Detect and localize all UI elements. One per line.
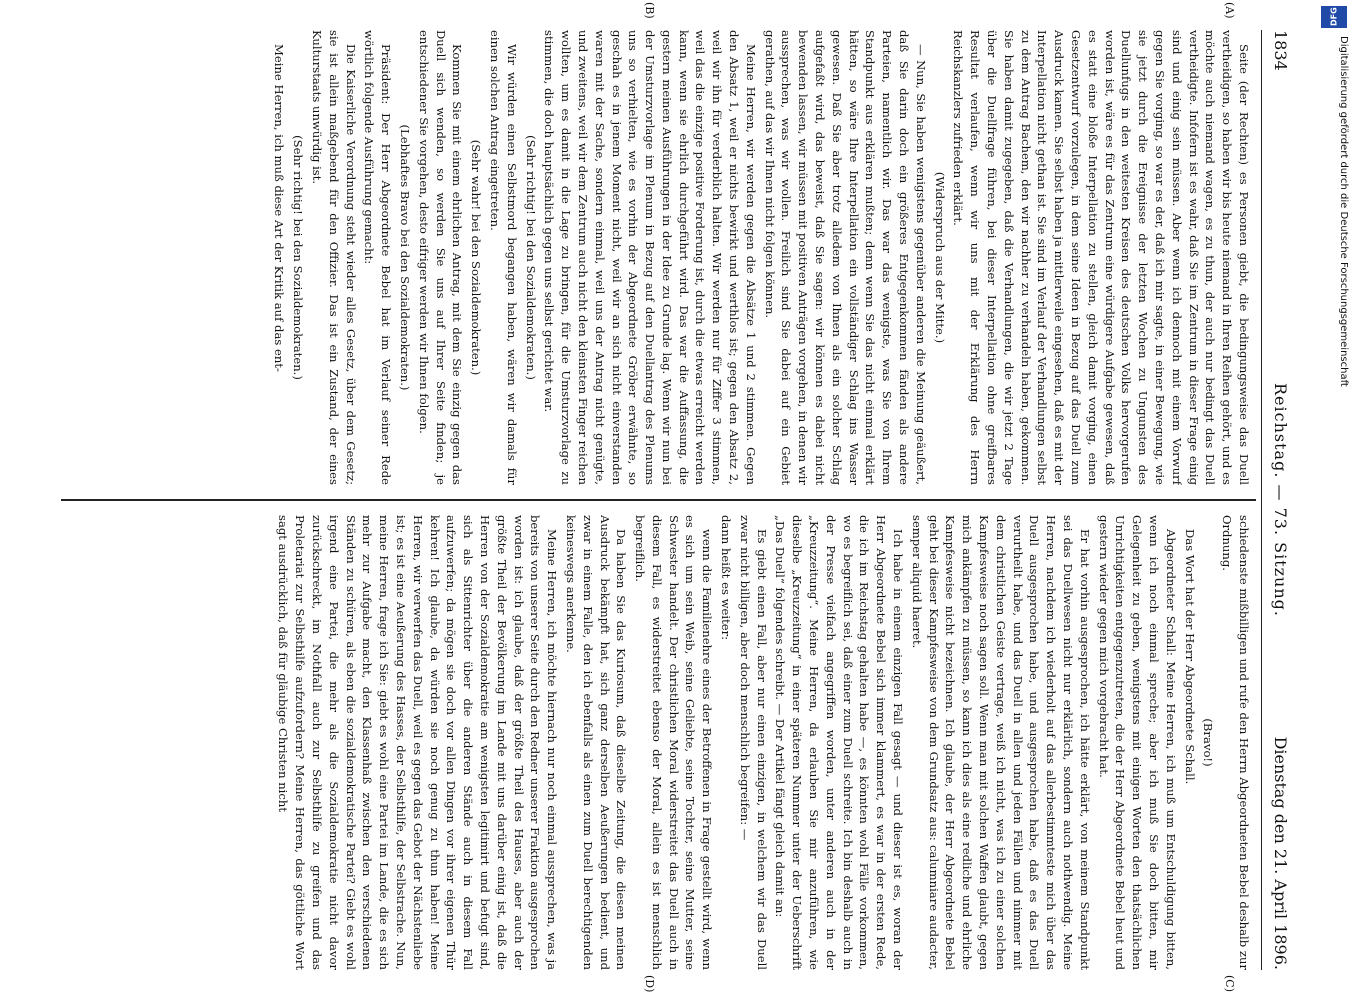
margin-mark-d: (D) [643,975,656,993]
paragraph: Meine Herren, wir werden gegen die Absätze 1 und 2 stimmen. Gegen den Absatz 1, weil er nichts bewirkt und werthlos ist; gegen den Absatz 2, weil wir ihn für verderblich halten. Wir werden nur für Ziffer 3 stimmen, weil das die einzige positive Forderung ist, durch die etwas erreicht werden kann, wenn sie ehrlich durchgeführt wird. Das war die Auffassung, die gestern meinen Ausführungen in der Idee zu Grunde lag. Wenn wir nun bei der Umsturzvorlage im Plenum in Bezug auf den Duellantrag des Plenums uns so verhielten, wie es vorhin der Abgeordnete Gröber erwähnte, so geschah es in jenem Moment nicht, weil wir an sich nicht einverstanden waren mit der Sache, sondern einmal, weil uns der Antrag nicht genügte, und zweitens, weil wir dem Zentrum auch nicht den kleinsten Finger reichen wollten, um es damit in die Lage zu bringen, für die Umsturzvorlage zu stimmen, die doch hauptsächlich gegen uns selbst gerichtet war. [542,30,758,485]
paragraph: Meine Herren, ich möchte hiernach nur noch einmal aussprechen, was ja bereits von unserer Seite durch den Redner unserer Fraktion ausgesprochen worden ist: ich glaube, daß der größte Theil des Hauses, aber auch der größte Theil der Bevölkerung im Lande mit uns darüber einig ist, daß die Herren von der Sozialdemokratie am wenigsten legitimirt und befugt sind, sich als Sittenrichter über die anderen Stände auch in diesem Fall aufzuwerfen; da mögen sie doch vor allen Dingen vor ihrer eigenen Thür kehren! Ich glaube, da würden sie noch genug zu thun haben! Meine Herren, wir verwerfen das Duell, weil es gegen das Gebot der Nächstenliebe ist; es ist eine Aeußerung des Hasses, der Selbsthilfe, der Selbstrache. Nun, meine Herren, frage ich Sie: giebt es wohl eine Partei im Lande, die es sich mehr zur Aufgabe macht, den Klassenhaß zwischen den verschiedenen Ständen zu schüren, als eben die sozialdemokratische Partei? Giebt es wohl irgend eine Partei, die mehr als die Sozialdemokratie nicht davor zurückschreckt, im Nothfall auch zur Selbsthilfe zu greifen und das Proletariat zur Selbsthilfe aufzufordern? Meine Herren, das göttliche Wort sagt ausdrücklich, daß für gläubige Christen nicht [276,515,560,970]
paragraph: Präsident: Der Herr Abgeordnete Bebel hat im Verlauf seiner Rede wörtlich folgende Ausführung gemacht: [362,30,394,485]
page-header [1262,30,1296,970]
interjection: (Sehr richtig! bei den Sozialdemokraten.) [523,135,538,380]
interjection: (Widerspruch aus der Mitte.) [932,171,947,344]
paragraph: Wir würden einen Selbstmord begangen haben, wären wir damals für einen solchen Antrag eingetreten. [487,30,519,485]
left-column [62,30,1252,485]
interjection: (Sehr richtig! bei den Sozialdemokraten.) [291,135,306,380]
page-number: 1834 [1271,30,1290,71]
paragraph: Er hat vorhin ausgesprochen, ich hätte erklärt, von meinem Standpunkt sei das Duellwesen nicht nur erklärlich, sondern auch nothwendig. Meine Herren, nachdem ich wiederholt auf das allerbestimmteste mich über das Duell ausgesprochen habe, und ausgesprochen habe, daß es das Duell verurtheilt habe, und das Duell in allen und jeden Fällen und nimmer mit dem christlichen Geiste vertrage, weiß ich nicht, was ich zu einer solchen Kampfesweise noch sagen soll. Wenn man mit solchen Waffen glaubt, gegen mich ankämpfen zu müssen, so kann ich dies als eine redliche und ehrliche Kampfesweise nicht bezeichnen. Ich glaube, der Herr Abgeordnete Bebel geht bei dieser Kampfesweise von dem Grundsatz aus: calumniare audacter, semper aliquid haeret. [909,515,1092,970]
interjection: (Lebhaftes Bravo bei den Sozialdemokraten.) [397,124,412,391]
margin-mark-b: (B) [643,2,656,19]
quotation: wenn die Familienehre eines der Betroffenen in Frage gestellt wird, wenn es sich um sein Weib, seine Geliebte, seine Tochter, seine Mutter, seine Schwester handelt. Der christlichen Moral widerstreitet das Duell auch in diesem Fall, es widerstreitet ebenso der Moral, allein es ist menschlich begreiflich. [633,515,715,970]
right-column [62,515,1252,970]
quotation: Die Kaiserliche Verordnung steht wieder alles Gesetz, über dem Gesetz; sie ist allein maßgebend für den Offizier. Das ist ein Zustand, der eines Kulturstaats unwürdig ist. [309,30,358,485]
column-divider [61,499,1256,501]
session-title: Reichstag. — 73. Sitzung. [1271,383,1290,617]
paragraph: — Nun, Sie haben wenigstens gegenüber anderen die Meinung geäußert, daß Sie darin doch ein größeres Entgegenkommen fänden als andere Parteien, namentlich wir. Das war das wenigste, was Sie von Ihrem Standpunkt aus erklären mußten; denn wenn Sie das nicht einmal erklärt hätten, so wäre Ihre Interpellation ein vollständiger Schlag ins Wasser gewesen. Daß Sie aber trotz alledem von Ihnen als ein solcher Schlag aufgefaßt wird, das beweist, daß Sie sagen: wir können es dabei nicht bewenden lassen, wir müssen mit positiven Anträgen vorgehen, in denen wir aussprechen, was wir wollen. Freilich sind Sie dabei auf ein Gebiet gerathen, auf das wir Ihnen nicht folgen können. [762,30,928,485]
paragraph: Da haben Sie das Kuriosum, daß dieselbe Zeitung, die diesen meinen Ausdruck bekämpft hat, sich ganz derselben Aeußerungen bedient, und zwar in einem Falle, den ich ebenfalls als einen zum Duell berechtigenden keineswegs anerkenne. [563,515,629,970]
header-rule [1261,30,1262,970]
paragraph: schiedenste mißbilligen und rufe den Herrn Abgeordneten Bebel deshalb zur Ordnung. [1220,515,1251,970]
paragraph: Ich habe in einem einzigen Fall gesagt — und dieser ist es, woran der Herr Abgeordnete Bebel sich immer klammert, es war in der ersten Rede, die ich im Reichstag gehalten habe —, es könnten wohl Fälle vorkommen, wo es begreiflich sei, daß einer zum Duell schreite. Ich bin deshalb auch in der Presse vielfach angegriffen worden, unter anderen auch in der „Kreuzzeitung“. Meine Herren, da erlauben Sie mir anzuführen, wie dieselbe „Kreuzzeitung“ in einer späteren Nummer unter der Ueberschrift „Das Duell“ folgendes schreibt. — Der Artikel fängt gleich damit an: [773,515,906,970]
quotation: Es giebt einen Fall, aber nur einen einzigen, in welchem wir das Duell zwar nicht billigen, aber doch menschlich begreifen: — [737,515,769,970]
digitization-credit: Digitalisierung gefördert durch die Deutsche Forschungsgemeinschaft [1338,36,1349,387]
newspaper-page [56,2,1296,993]
interjection: (Bravo!) [1201,718,1216,767]
margin-mark-c: (C) [1223,975,1236,992]
paragraph: Meine Herren, ich muß diese Art der Kritik auf das ent- [272,44,287,372]
paragraph: dann heißt es weiter: [719,515,734,641]
paragraph: Seite (der Rechten) es Personen giebt, die bedingungsweise das Duell vertheidigen, so haben wir bis heute niemand in Ihren Reihen gehört, und es möchte auch niemand wagen, es zu thun, der auch nur bedingt das Duell vertheidigte. Infofern ist es wahr, daß Sie im Zentrum in dieser Frage einig sind und einig sein müssen. Aber wenn ich dennoch mit einem Vorwurf gegen Sie vorging, so war es der, daß ich mir sagte, in einer Bewegung, wie sie jetzt durch die Ereignisse der letzten Wochen zu Ungunsten des Duellunfugs in den weitesten Kreisen des deutschen Volks hervorgerufen worden ist, wäre es für das Zentrum eine würdigere Aufgabe gewesen, daß es statt eine bloße Interpellation zu stellen, gleich damit vorging, einen Gesetzentwurf vorzulegen, in dem seine Ideen in Bezug auf das Duell zum Ausdruck kamen. Sie selbst haben ja mittlerweile eingesehen, daß es mit der Interpellation nicht gethan ist. Sie sind im Verlauf der Verhandlungen selbst zu dem Antrag Bachem, den wir nachher zu verhandeln haben, gekommen. Sie haben damit zugegeben, daß die Verhandlungen, die wir jetzt 2 Tage über die Duellfrage führen, bei dieser Interpellation ohne greifbares Resultat verlaufen, wenn wir uns mit der Erklärung des Herrn Reichskanzlers zufrieden erklärt. [951,30,1251,485]
paragraph: Kommen Sie mit einem ehrlichen Antrag, mit dem Sie einzig gegen das Duell sich wenden, so werden Sie uns auf Ihrer Seite finden; je entschiedener Sie vorgehen, desto eifriger werden wir Ihnen folgen. [416,30,465,485]
interjection: (Sehr wahr! bei den Sozialdemokraten.) [469,139,484,376]
dfg-logo: DFG [1321,6,1347,28]
paragraph: Das Wort hat der Herr Abgeordnete Schall. [1182,529,1197,785]
paragraph: Abgeordneter Schall: Meine Herren, ich muß um Entschuldigung bitten, wenn ich noch einmal spreche; aber ich muß Sie doch bitten, mir Gelegenheit zu geben, wenigstens mit einigen Worten den thatsächlichen Unrichtigkeiten entgegenzutreten, die der Herr Abgeordnete Bebel heut und gestern wieder gegen mich vorgebracht hat. [1096,515,1178,970]
margin-mark-a: (A) [1223,2,1236,19]
session-date: Dienstag den 21. April 1896. [1271,736,1290,970]
